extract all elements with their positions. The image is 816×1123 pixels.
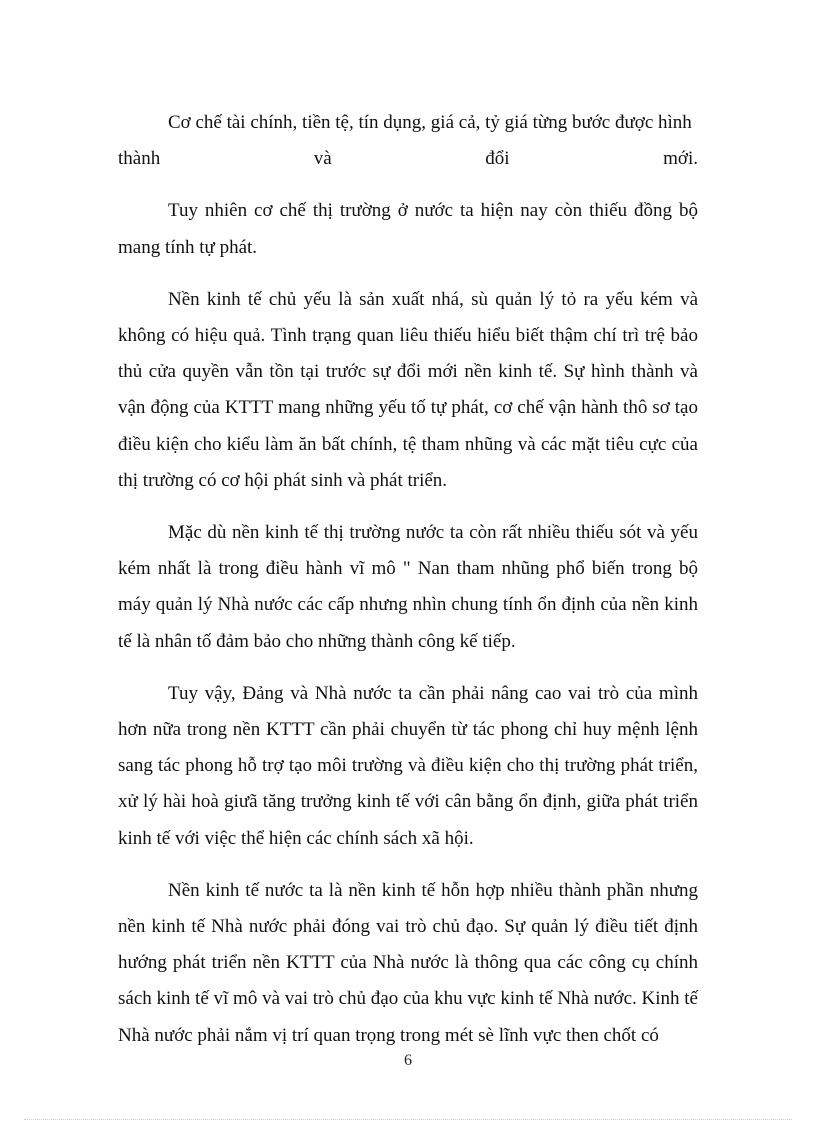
word: mới. [663, 148, 698, 170]
word: thành [118, 148, 161, 170]
body-text [118, 105, 698, 1054]
paragraph-1-justified-line [118, 141, 698, 177]
word: đổi [485, 148, 510, 170]
paragraph-4: Mặc dù nền kinh tế thị trường nước ta còn rất nhiều thiếu sót và yếu kém nhất là trong điều hành vĩ mô " Nan tham nhũng phổ biến trong bộ máy quản lý Nhà nước các cấp nhưng nhìn chung tính ổn định của nền kinh tế là nhân tố đảm bảo cho những thành công kế tiếp. [118, 522, 698, 652]
paragraph-2: Tuy nhiên cơ chế thị trường ở nước ta hiện nay còn thiếu đồng bộ mang tính tự phát. [118, 200, 698, 258]
paragraph-1-first-line: Cơ chế tài chính, tiền tệ, tín dụng, giá cả, tỷ giá từng bước được hình [168, 112, 692, 133]
paragraph-3: Nền kinh tế chủ yếu là sản xuất nhá, sù quản lý tỏ ra yếu kém và không có hiệu quả. Tình trạng quan liêu thiếu hiểu biết thậm chí trì trệ bảo thủ cửa quyền vẫn tồn tại trước sự đổi mới nền kinh tế. Sự hình thành và vận động của KTTT mang những yếu tố tự phát, cơ chế vận hành thô sơ tạo điều kiện cho kiểu làm ăn bất chính, tệ tham nhũng và các mặt tiêu cực của thị trường có cơ hội phát sinh và phát triển. [118, 288, 698, 491]
paragraph-1 [118, 105, 698, 177]
paragraph-6: Nền kinh tế nước ta là nền kinh tế hỗn hợp nhiều thành phần nhưng nền kinh tế Nhà nước phải đóng vai trò chủ đạo. Sự quản lý điều tiết định hướng phát triển nền KTTT của Nhà nước là thông qua các công cụ chính sách kinh tế vĩ mô và vai trò chủ đạo của khu vực kinh tế Nhà nước. Kinh tế Nhà nước phải nắm vị trí quan trọng trong mét sè lĩnh vực then chốt có [118, 879, 698, 1046]
page-bottom-divider [24, 1119, 792, 1120]
paragraph-5: Tuy vậy, Đảng và Nhà nước ta cần phải nâng cao vai trò của mình hơn nữa trong nền KTTT cần phải chuyển từ tác phong chỉ huy mệnh lệnh sang tác phong hỗ trợ tạo môi trường và điều kiện cho thị trường phát triển, xử lý hài hoà giưã tăng trưởng kinh tế với cân bằng ổn định, giữa phát triển kinh tế với việc thể hiện các chính sách xã hội. [118, 682, 698, 849]
word: và [313, 148, 332, 170]
page-number: 6 [404, 1052, 412, 1069]
